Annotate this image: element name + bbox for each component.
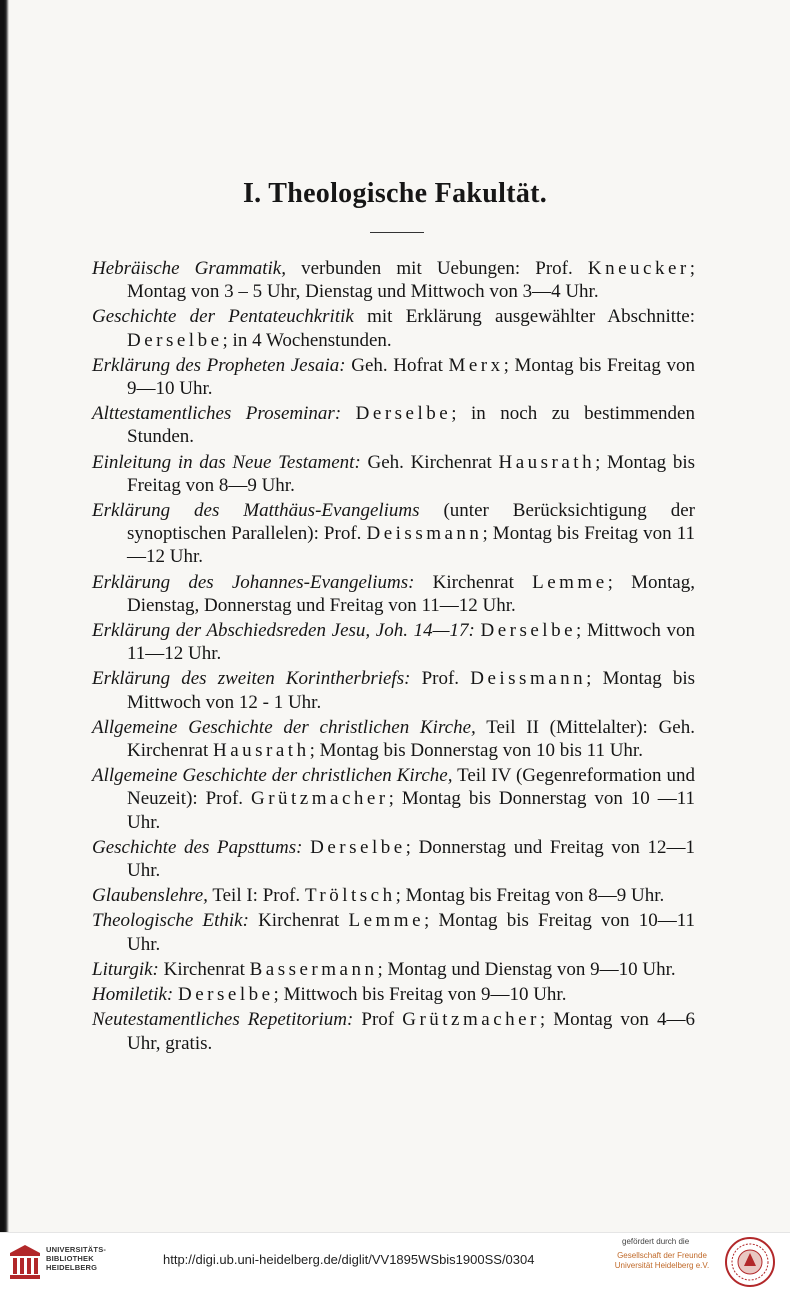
lecturer-name: Deissmann — [366, 523, 483, 545]
lecture-text: verbunden mit Uebungen: Prof. — [286, 258, 588, 279]
lecture-title: Hebräische Grammatik, — [92, 258, 286, 279]
library-logo-icon — [8, 1243, 42, 1281]
lecture-entry — [92, 499, 695, 569]
lecture-entry — [92, 257, 695, 303]
sponsor-line: Universität Heidelberg e.V. — [614, 1261, 710, 1270]
sponsor-line: Gesellschaft der Freunde — [617, 1251, 707, 1260]
lecture-title: Homiletik: — [92, 984, 174, 1006]
lecturer-name: Tröltsch — [304, 885, 396, 907]
title-divider — [370, 232, 424, 233]
lecture-schedule: ; Donnerstag und Freitag von 12—1 Uhr. — [127, 836, 696, 882]
sponsor-name[interactable] — [613, 1251, 711, 1271]
lecturer-name: Derselbe — [310, 836, 406, 858]
lecturer-name: Deissmann — [470, 668, 587, 690]
lecture-text: (unter Berücksichtigung der synoptischen Parallelen): Prof. — [127, 500, 695, 545]
lecture-entry — [92, 884, 695, 907]
library-name — [46, 1245, 106, 1272]
lecture-text: Kirchenrat — [158, 958, 250, 980]
lecture-schedule: ; Montag bis Freitag von 8—9 Uhr. — [127, 451, 696, 496]
lecture-title: Geschichte des Papsttums: — [92, 836, 303, 858]
lecturer-name: Bassermann — [249, 958, 378, 980]
lecture-text: mit Erklärung ausgewählter Abschnitte: — [353, 306, 696, 328]
lecture-title: Erklärung der Abschiedsreden Jesu, Joh. 14—17: — [92, 620, 475, 642]
lecture-entry — [92, 667, 695, 713]
lecture-title: Neutestamentliches Repetitorium: — [92, 1009, 354, 1031]
lecture-list — [92, 257, 695, 1057]
lecture-entry — [92, 909, 695, 955]
lecture-text: Geh. Kirchenrat — [360, 451, 499, 473]
lecturer-name: Lemme — [532, 571, 608, 593]
lecture-schedule: ; in 4 Wochenstunden. — [222, 329, 392, 351]
sponsor-label: gefördert durch die — [622, 1237, 690, 1246]
lecture-text: Geh. Hofrat — [345, 354, 449, 376]
lecture-schedule: ; Mittwoch bis Freitag von 9—10 Uhr. — [273, 984, 567, 1006]
lecture-title: Alttestamentliches Proseminar: — [92, 403, 342, 425]
lecture-entry — [92, 1008, 695, 1054]
lecture-title: Erklärung des Propheten Jesaia: — [92, 354, 346, 376]
university-seal-icon — [724, 1236, 776, 1288]
lecture-title: Geschichte der Pentateuchkritik — [92, 306, 354, 328]
library-name-line: BIBLIOTHEK — [46, 1254, 94, 1263]
lecturer-name: Derselbe — [127, 329, 223, 351]
lecture-text: Teil I: Prof. — [207, 885, 305, 907]
lecture-entry — [92, 451, 695, 497]
lecture-title: Erklärung des Johannes-Evangeliums: — [92, 571, 415, 593]
lecture-schedule: ; Montag und Dienstag von 9—10 Uhr. — [377, 958, 676, 980]
lecture-entry — [92, 402, 695, 448]
lecture-title: Erklärung des Matthäus-Evangeliums — [92, 500, 420, 522]
lecture-text: Prof — [353, 1009, 403, 1031]
lecture-entry — [92, 836, 695, 882]
lecture-text: Kirchenrat — [248, 910, 349, 932]
lecture-schedule: ; in noch zu bestimmenden Stunden. — [127, 403, 695, 448]
lecturer-name: Hausrath — [212, 740, 310, 762]
lecturer-name: Derselbe — [480, 620, 577, 642]
lecture-schedule: ; Mittwoch von 11—12 Uhr. — [127, 620, 695, 665]
viewer-footer — [0, 1232, 790, 1290]
lecturer-name: Derselbe — [178, 984, 274, 1006]
lecture-entry — [92, 983, 695, 1006]
lecture-title: Allgemeine Geschichte der christlichen Kirche, — [92, 765, 453, 787]
lecture-schedule: ; Montag bis Mittwoch von 12 - 1 Uhr. — [127, 668, 696, 713]
lecture-entry — [92, 958, 695, 981]
lecture-title: Liturgik: — [92, 958, 159, 980]
lecturer-name: Derselbe — [355, 403, 452, 425]
lecturer-name: Lemme — [348, 910, 424, 932]
lecture-schedule: ; Montag bis Freitag von 9—10 Uhr. — [127, 354, 695, 400]
lecture-entry — [92, 716, 695, 762]
lecture-text: Teil IV (Gegenreformation und Neuzeit): Prof. — [127, 765, 696, 810]
lecture-title: Theologische Ethik: — [92, 910, 249, 932]
lecture-entry — [92, 571, 695, 617]
lecture-schedule: ; Montag bis Donnerstag von 10 —11 Uhr. — [127, 788, 695, 833]
lecture-title: Allgemeine Geschichte der christlichen Kirche, — [92, 716, 476, 738]
permalink-url[interactable]: http://digi.ub.uni-heidelberg.de/diglit/VV1895WSbis1900SS/0304 — [163, 1252, 535, 1267]
lecturer-name: Kneucker — [587, 258, 690, 279]
lecture-schedule: ; Montag, Dienstag, Donnerstag und Freitag von 11—12 Uhr. — [127, 571, 695, 616]
lecturer-name: Hausrath — [498, 451, 596, 473]
lecture-text: Prof. — [410, 668, 471, 690]
lecture-title: Glaubenslehre, — [92, 885, 208, 907]
lecture-entry — [92, 764, 695, 834]
lecture-schedule: ; Montag bis Freitag von 8—9 Uhr. — [395, 885, 665, 907]
lecturer-name: Merx — [448, 354, 504, 376]
lecture-text: Kirchenrat — [414, 571, 533, 593]
lecture-entry — [92, 354, 695, 400]
lecture-schedule: ; Montag von 3 – 5 Uhr, Dienstag und Mittwoch von 3—4 Uhr. — [127, 258, 696, 303]
lecture-title: Einleitung in das Neue Testament: — [92, 451, 361, 473]
lecture-text: Teil II (Mittelalter): Geh. Kirchenrat — [127, 716, 695, 762]
lecturer-name: Grützmacher — [250, 788, 389, 810]
lecture-entry — [92, 619, 695, 665]
lecture-schedule: ; Montag von 4—6 Uhr, gratis. — [127, 1009, 695, 1054]
lecture-text — [303, 837, 311, 858]
lecturer-name: Grützmacher — [402, 1009, 540, 1031]
lecture-text — [341, 403, 356, 424]
lecture-schedule: ; Montag bis Donnerstag von 10 bis 11 Uhr. — [309, 740, 643, 762]
page-title: I. Theologische Fakultät. — [242, 178, 548, 209]
library-name-line: UNIVERSITÄTS- — [46, 1245, 107, 1254]
lecture-schedule: ; Montag bis Freitag von 10—11 Uhr. — [127, 910, 695, 955]
library-name-line: HEIDELBERG — [46, 1263, 98, 1272]
lecture-schedule: ; Montag bis Freitag von 11—12 Uhr. — [127, 523, 695, 568]
lecture-entry — [92, 305, 695, 351]
lecture-title: Erklärung des zweiten Korintherbriefs: — [92, 668, 411, 690]
